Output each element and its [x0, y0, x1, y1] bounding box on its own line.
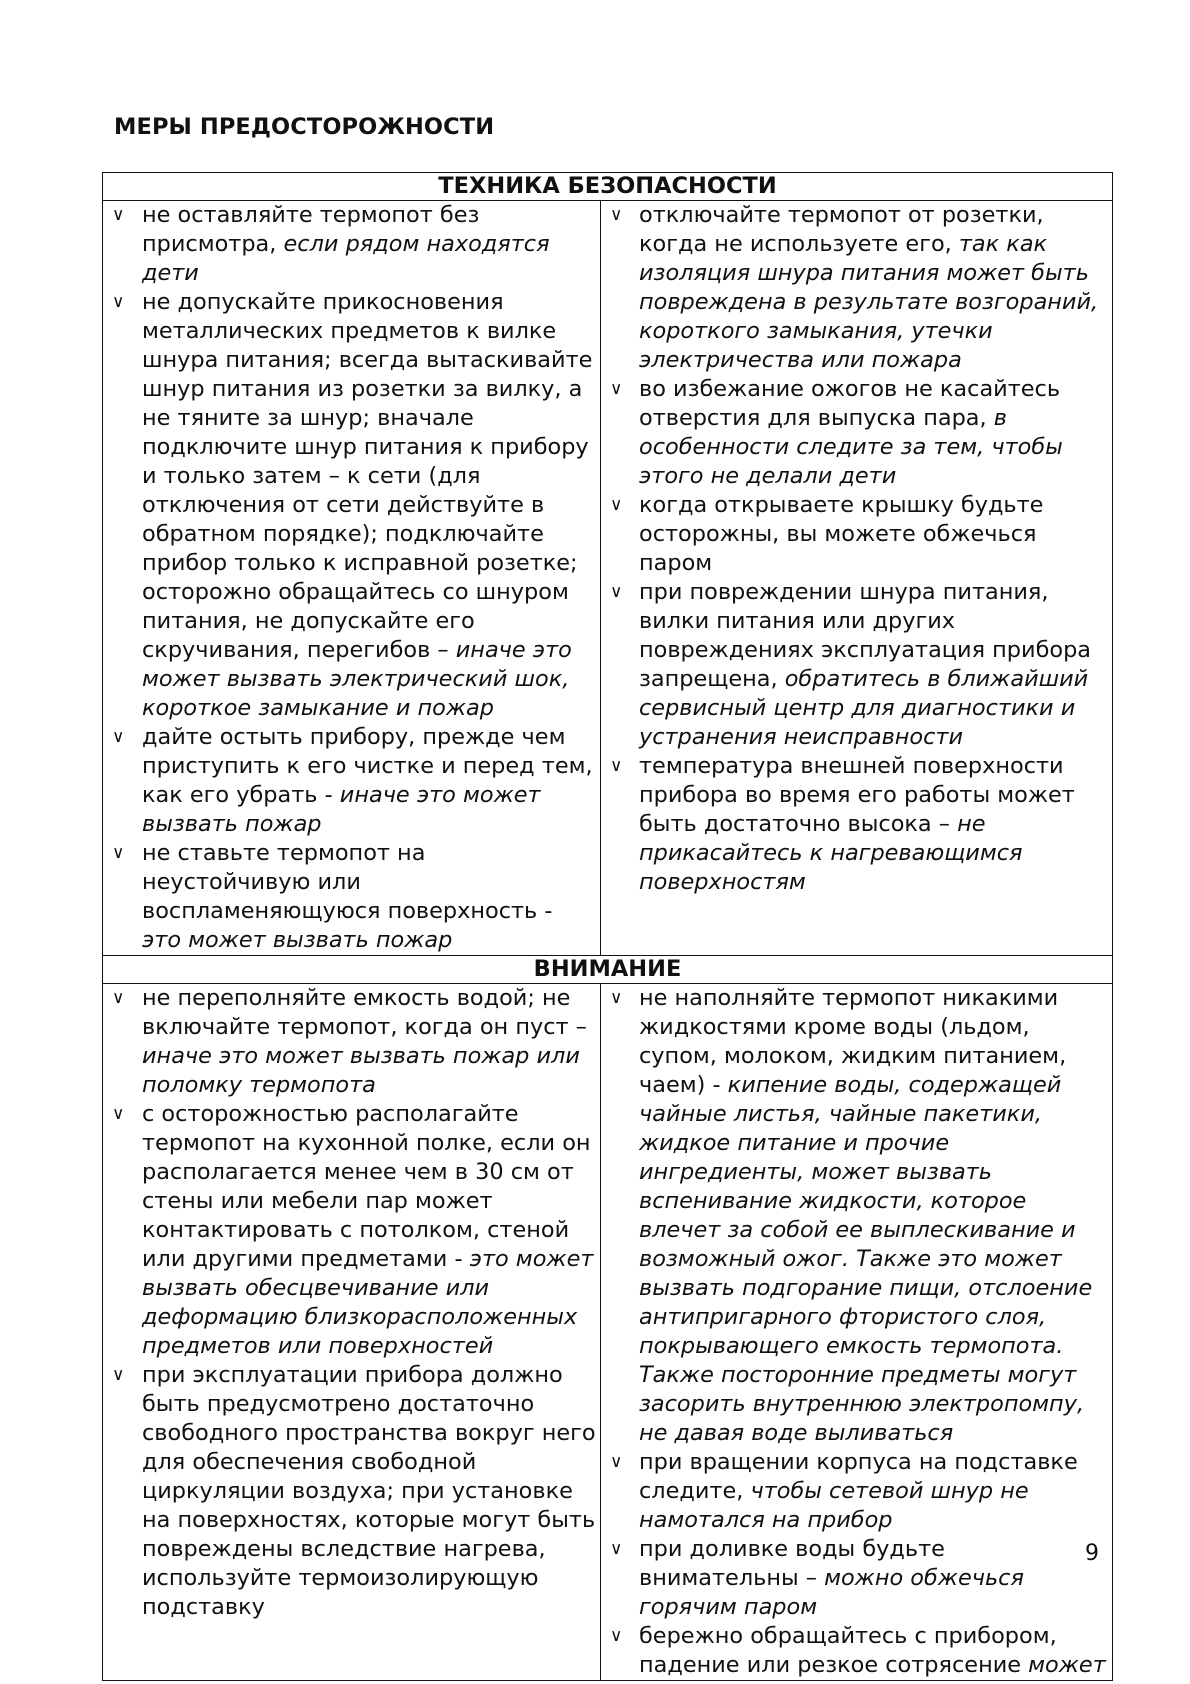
attention-section-header: ВНИМАНИЕ: [103, 956, 1113, 984]
item-emphasis: иначе это может вызвать пожар: [142, 782, 541, 837]
item-emphasis: не прикасайтесь к нагревающимся поверхностям: [639, 811, 1023, 895]
checkmark-bullet-icon: ∨: [610, 1539, 623, 1559]
checkmark-bullet-icon: ∨: [610, 1626, 623, 1646]
item-emphasis: кипение воды, содержащей чайные листья, чайные пакетики, жидкое питание и прочие ингредиенты, может вызвать вспенивание жидкости, которое влечет за собой ее выплескивание и возможный ожог. Также это может вызвать подгорание пищи, отслоение антипригарного фтористого слоя, покрывающего емкость термопота. Также посторонние предметы могут засорить внутреннюю электропомпу, не давая воде выливаться: [639, 1072, 1093, 1446]
item-text: бережно обращайтесь с прибором, падение или резкое сотрясение: [639, 1623, 1057, 1678]
page-title: МЕРЫ ПРЕДОСТОРОЖНОСТИ: [114, 114, 495, 140]
item-text: не ставьте термопот на неустойчивую или воспламеняющуюся поверхность -: [142, 840, 553, 924]
item-emphasis: может: [1028, 1652, 1106, 1678]
list-item: [103, 1100, 600, 1361]
list-item: [103, 288, 600, 723]
checkmark-bullet-icon: ∨: [112, 292, 125, 312]
attention-header-row: [103, 956, 1113, 984]
list-item: [601, 1448, 1112, 1535]
checkmark-bullet-icon: ∨: [610, 756, 623, 776]
item-text: не переполняйте емкость водой; не включайте термопот, когда он пуст –: [142, 985, 587, 1040]
attention-right-list: [601, 984, 1112, 1680]
checkmark-bullet-icon: ∨: [610, 582, 623, 602]
item-emphasis: обратитесь в ближайший сервисный центр для диагностики и устранения неисправности: [639, 666, 1089, 750]
checkmark-bullet-icon: ∨: [610, 205, 623, 225]
list-item: [601, 984, 1112, 1448]
item-emphasis: иначе это может вызвать электрический шок, короткое замыкание и пожар: [142, 637, 572, 721]
list-item: [103, 839, 600, 955]
list-item: [103, 723, 600, 839]
attention-content-row: [103, 984, 1113, 1681]
safety-header-row: [103, 173, 1113, 201]
checkmark-bullet-icon: ∨: [112, 1104, 125, 1124]
safety-right-column: [601, 201, 1113, 956]
safety-left-list: [103, 201, 600, 955]
checkmark-bullet-icon: ∨: [112, 988, 125, 1008]
item-text: отключайте термопот от розетки, когда не используете его,: [639, 202, 1044, 257]
item-emphasis: чтобы сетевой шнур не намотался на прибор: [639, 1478, 1029, 1533]
item-emphasis: если рядом находятся дети: [142, 231, 550, 286]
attention-left-column: [103, 984, 601, 1681]
safety-content-row: [103, 201, 1113, 956]
safety-right-list: [601, 201, 1112, 897]
item-text: дайте остыть прибору, прежде чем приступить к его чистке и перед тем, как его убрать -: [142, 724, 593, 808]
item-text: с осторожностью располагайте термопот на кухонной полке, если он располагается менее чем в 30 см от стены или мебели пар может контактировать с потолком, стеной или другими предметами -: [142, 1101, 591, 1272]
item-emphasis: иначе это может вызвать пожар или поломку термопота: [142, 1043, 580, 1098]
page-number: 9: [1085, 1541, 1099, 1566]
checkmark-bullet-icon: ∨: [610, 379, 623, 399]
item-text: когда открываете крышку будьте осторожны, вы можете обжечься паром: [639, 492, 1044, 576]
list-item: [601, 752, 1112, 897]
item-text: при вращении корпуса на подставке следите,: [639, 1449, 1078, 1504]
checkmark-bullet-icon: ∨: [112, 727, 125, 747]
checkmark-bullet-icon: ∨: [112, 843, 125, 863]
item-emphasis: можно обжечься горячим паром: [639, 1565, 1024, 1620]
item-emphasis: в особенности следите за тем, чтобы этого не делали дети: [639, 405, 1063, 489]
item-text: при повреждении шнура питания, вилки питания или других повреждениях эксплуатация прибора запрещена,: [639, 579, 1092, 692]
item-emphasis: так как изоляция шнура питания может быть повреждена в результате возгораний, короткого замыкания, утечки электричества или пожара: [639, 231, 1099, 373]
list-item: [601, 1622, 1112, 1680]
item-emphasis: это может вызвать пожар: [142, 927, 453, 953]
item-text: при доливке воды будьте внимательны –: [639, 1536, 945, 1591]
attention-right-column: [601, 984, 1113, 1681]
checkmark-bullet-icon: ∨: [112, 1365, 125, 1385]
item-emphasis: это может вызвать обесцвечивание или деформацию близкорасположенных предметов или поверхностей: [142, 1246, 594, 1359]
safety-left-column: [103, 201, 601, 956]
checkmark-bullet-icon: ∨: [610, 1452, 623, 1472]
checkmark-bullet-icon: ∨: [610, 988, 623, 1008]
item-text: не допускайте прикосновения металлических предметов к вилке шнура питания; всегда вытаскивайте шнур питания из розетки за вилку, а не тяните за шнур; вначале подключите шнур питания к прибору и только затем – к сети (для отключения от сети действуйте в обратном порядке); подключайте прибор только к исправной розетке; осторожно обращайтесь со шнуром питания, не допускайте его скручивания, перегибов –: [142, 289, 593, 663]
list-item: [601, 201, 1112, 375]
safety-section-header: ТЕХНИКА БЕЗОПАСНОСТИ: [103, 173, 1113, 201]
item-text: не оставляйте термопот без присмотра,: [142, 202, 480, 257]
list-item: [103, 1361, 600, 1622]
attention-left-list: [103, 984, 600, 1622]
precautions-table: [102, 172, 1113, 1681]
item-text: при эксплуатации прибора должно быть предусмотрено достаточно свободного пространства вокруг него для обеспечения свободной циркуляции воздуха; при установке на поверхностях, которые могут быть повреждены вследствие нагрева, используйте термоизолирующую подставку: [142, 1362, 596, 1620]
item-text: не наполняйте термопот никакими жидкостями кроме воды (льдом, супом, молоком, жидким питанием, чаем) -: [639, 985, 1067, 1098]
item-text: во избежание ожогов не касайтесь отверстия для выпуска пара,: [639, 376, 1061, 431]
checkmark-bullet-icon: ∨: [112, 205, 125, 225]
list-item: [103, 201, 600, 288]
list-item: [601, 1535, 1112, 1622]
list-item: [601, 375, 1112, 491]
item-text: температура внешней поверхности прибора во время его работы может быть достаточно высока –: [639, 753, 1075, 837]
list-item: [601, 491, 1112, 578]
list-item: [103, 984, 600, 1100]
list-item: [601, 578, 1112, 752]
checkmark-bullet-icon: ∨: [610, 495, 623, 515]
